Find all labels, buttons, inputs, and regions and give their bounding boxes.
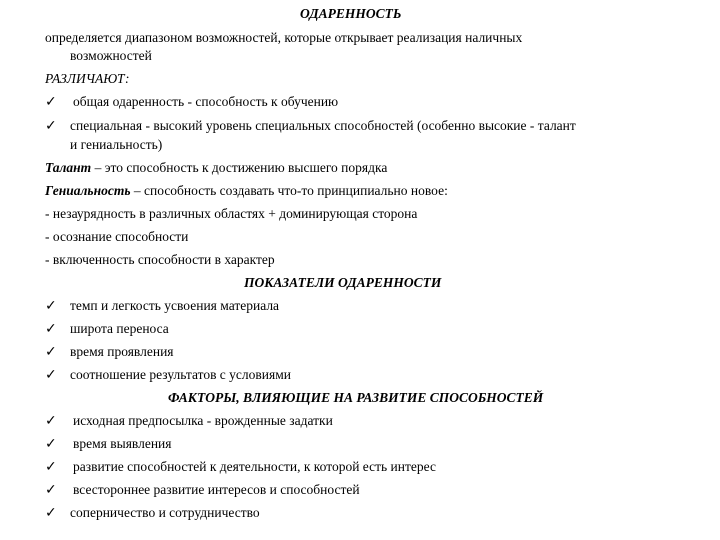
check-icon: ✓	[45, 367, 57, 383]
definition-text-continued: возможностей	[70, 48, 152, 63]
genius-point: - осознание способности	[45, 229, 189, 244]
genius-point: - незаурядность в различных областях + доминирующая сторона	[45, 206, 418, 221]
check-icon: ✓	[45, 482, 57, 498]
genius-term: Гениальность	[45, 183, 131, 198]
factor-item: всестороннее развитие интересов и способностей	[73, 482, 360, 497]
check-icon: ✓	[45, 505, 57, 521]
page-title: ОДАРЕННОСТЬ	[300, 6, 402, 21]
check-icon: ✓	[45, 344, 57, 360]
genius-definition-text: – способность создавать что-то принципиально новое:	[130, 183, 448, 198]
genius-definition	[45, 183, 448, 199]
factors-heading: ФАКТОРЫ, ВЛИЯЮЩИЕ НА РАЗВИТИЕ СПОСОБНОСТЕЙ	[168, 390, 544, 405]
talent-term: Талант	[45, 160, 92, 175]
indicators-heading: ПОКАЗАТЕЛИ ОДАРЕННОСТИ	[244, 275, 442, 290]
talent-definition-text: – это способность к достижению высшего порядка	[91, 160, 388, 175]
general-giftedness-text: общая одаренность - способность к обучению	[73, 94, 339, 109]
factor-item: исходная предпосылка - врожденные задатки	[73, 413, 333, 428]
distinguish-label: РАЗЛИЧАЮТ:	[45, 71, 130, 86]
special-giftedness-text: специальная - высокий уровень специальных способностей (особенно высокие - талант	[70, 118, 576, 133]
check-icon: ✓	[45, 118, 57, 134]
check-icon: ✓	[45, 298, 57, 314]
check-icon: ✓	[45, 413, 57, 429]
talent-definition	[45, 160, 387, 176]
check-icon: ✓	[45, 459, 57, 475]
special-giftedness-text-continued: и гениальность)	[70, 137, 163, 152]
factor-item: соперничество и сотрудничество	[70, 505, 260, 520]
indicator-item: темп и легкость усвоения материала	[70, 298, 280, 313]
check-icon: ✓	[45, 436, 57, 452]
indicator-item: соотношение результатов с условиями	[70, 367, 291, 382]
check-icon: ✓	[45, 94, 57, 110]
factor-item: развитие способностей к деятельности, к которой есть интерес	[73, 459, 436, 474]
indicator-item: время проявления	[70, 344, 174, 359]
genius-point: - включенность способности в характер	[45, 252, 275, 267]
definition-text: определяется диапазоном возможностей, которые открывает реализация наличных	[45, 30, 523, 45]
factor-item: время выявления	[73, 436, 172, 451]
check-icon: ✓	[45, 321, 57, 337]
indicator-item: широта переноса	[70, 321, 169, 336]
